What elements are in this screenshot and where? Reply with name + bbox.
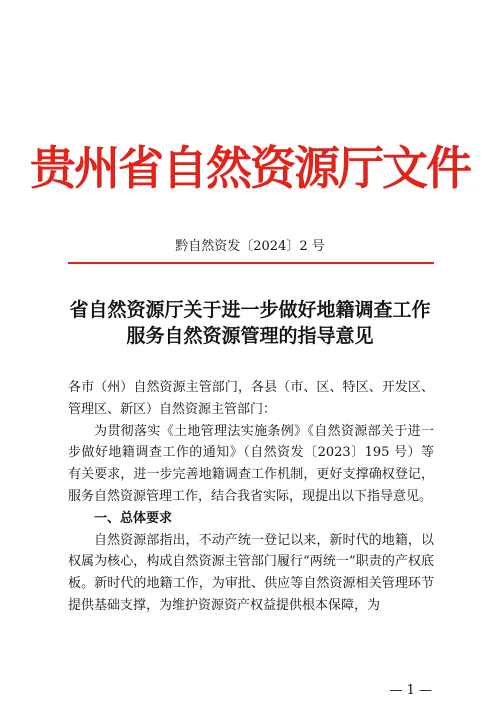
red-divider-line [68, 262, 434, 264]
agency-header-title: 贵州省自然资源厅文件 [30, 141, 470, 195]
paragraph-intro: 为贯彻落实《土地管理法实施条例》《自然资源部关于进一步做好地籍调查工作的通知》（自然资发〔2023〕195 号）等有关要求，进一步完善地籍调查工作机制，更好支撑确权登记，服务自然资源管理工作，结合我省实际，现提出以下指导意见。 [68, 423, 434, 504]
document-number: 黔自然资发〔2024〕2 号 [175, 239, 325, 254]
section-heading-general-requirements: 一、总体要求 [94, 510, 173, 526]
paragraph-general-requirements: 自然资源部指出，不动产统一登记以来，新时代的地籍，以权属为核心，构成自然资源主管部门履行“两统一”职责的产权底板。新时代的地籍工作，为审批、供应等自然资源相关管理环节提供基础支撑，为维护资源资产权益提供根本保障，为 [68, 532, 434, 613]
document-title [0, 297, 500, 349]
document-body [68, 377, 434, 617]
salutation: 各市（州）自然资源主管部门，各县（市、区、特区、开发区、管理区、新区）自然资源主管部门： [68, 380, 434, 417]
document-title-line-2: 服务自然资源管理的指导意见 [126, 325, 374, 347]
page-number: — 1 — [389, 683, 432, 698]
document-title-line-1: 省自然资源厅关于进一步做好地籍调查工作 [69, 299, 431, 321]
